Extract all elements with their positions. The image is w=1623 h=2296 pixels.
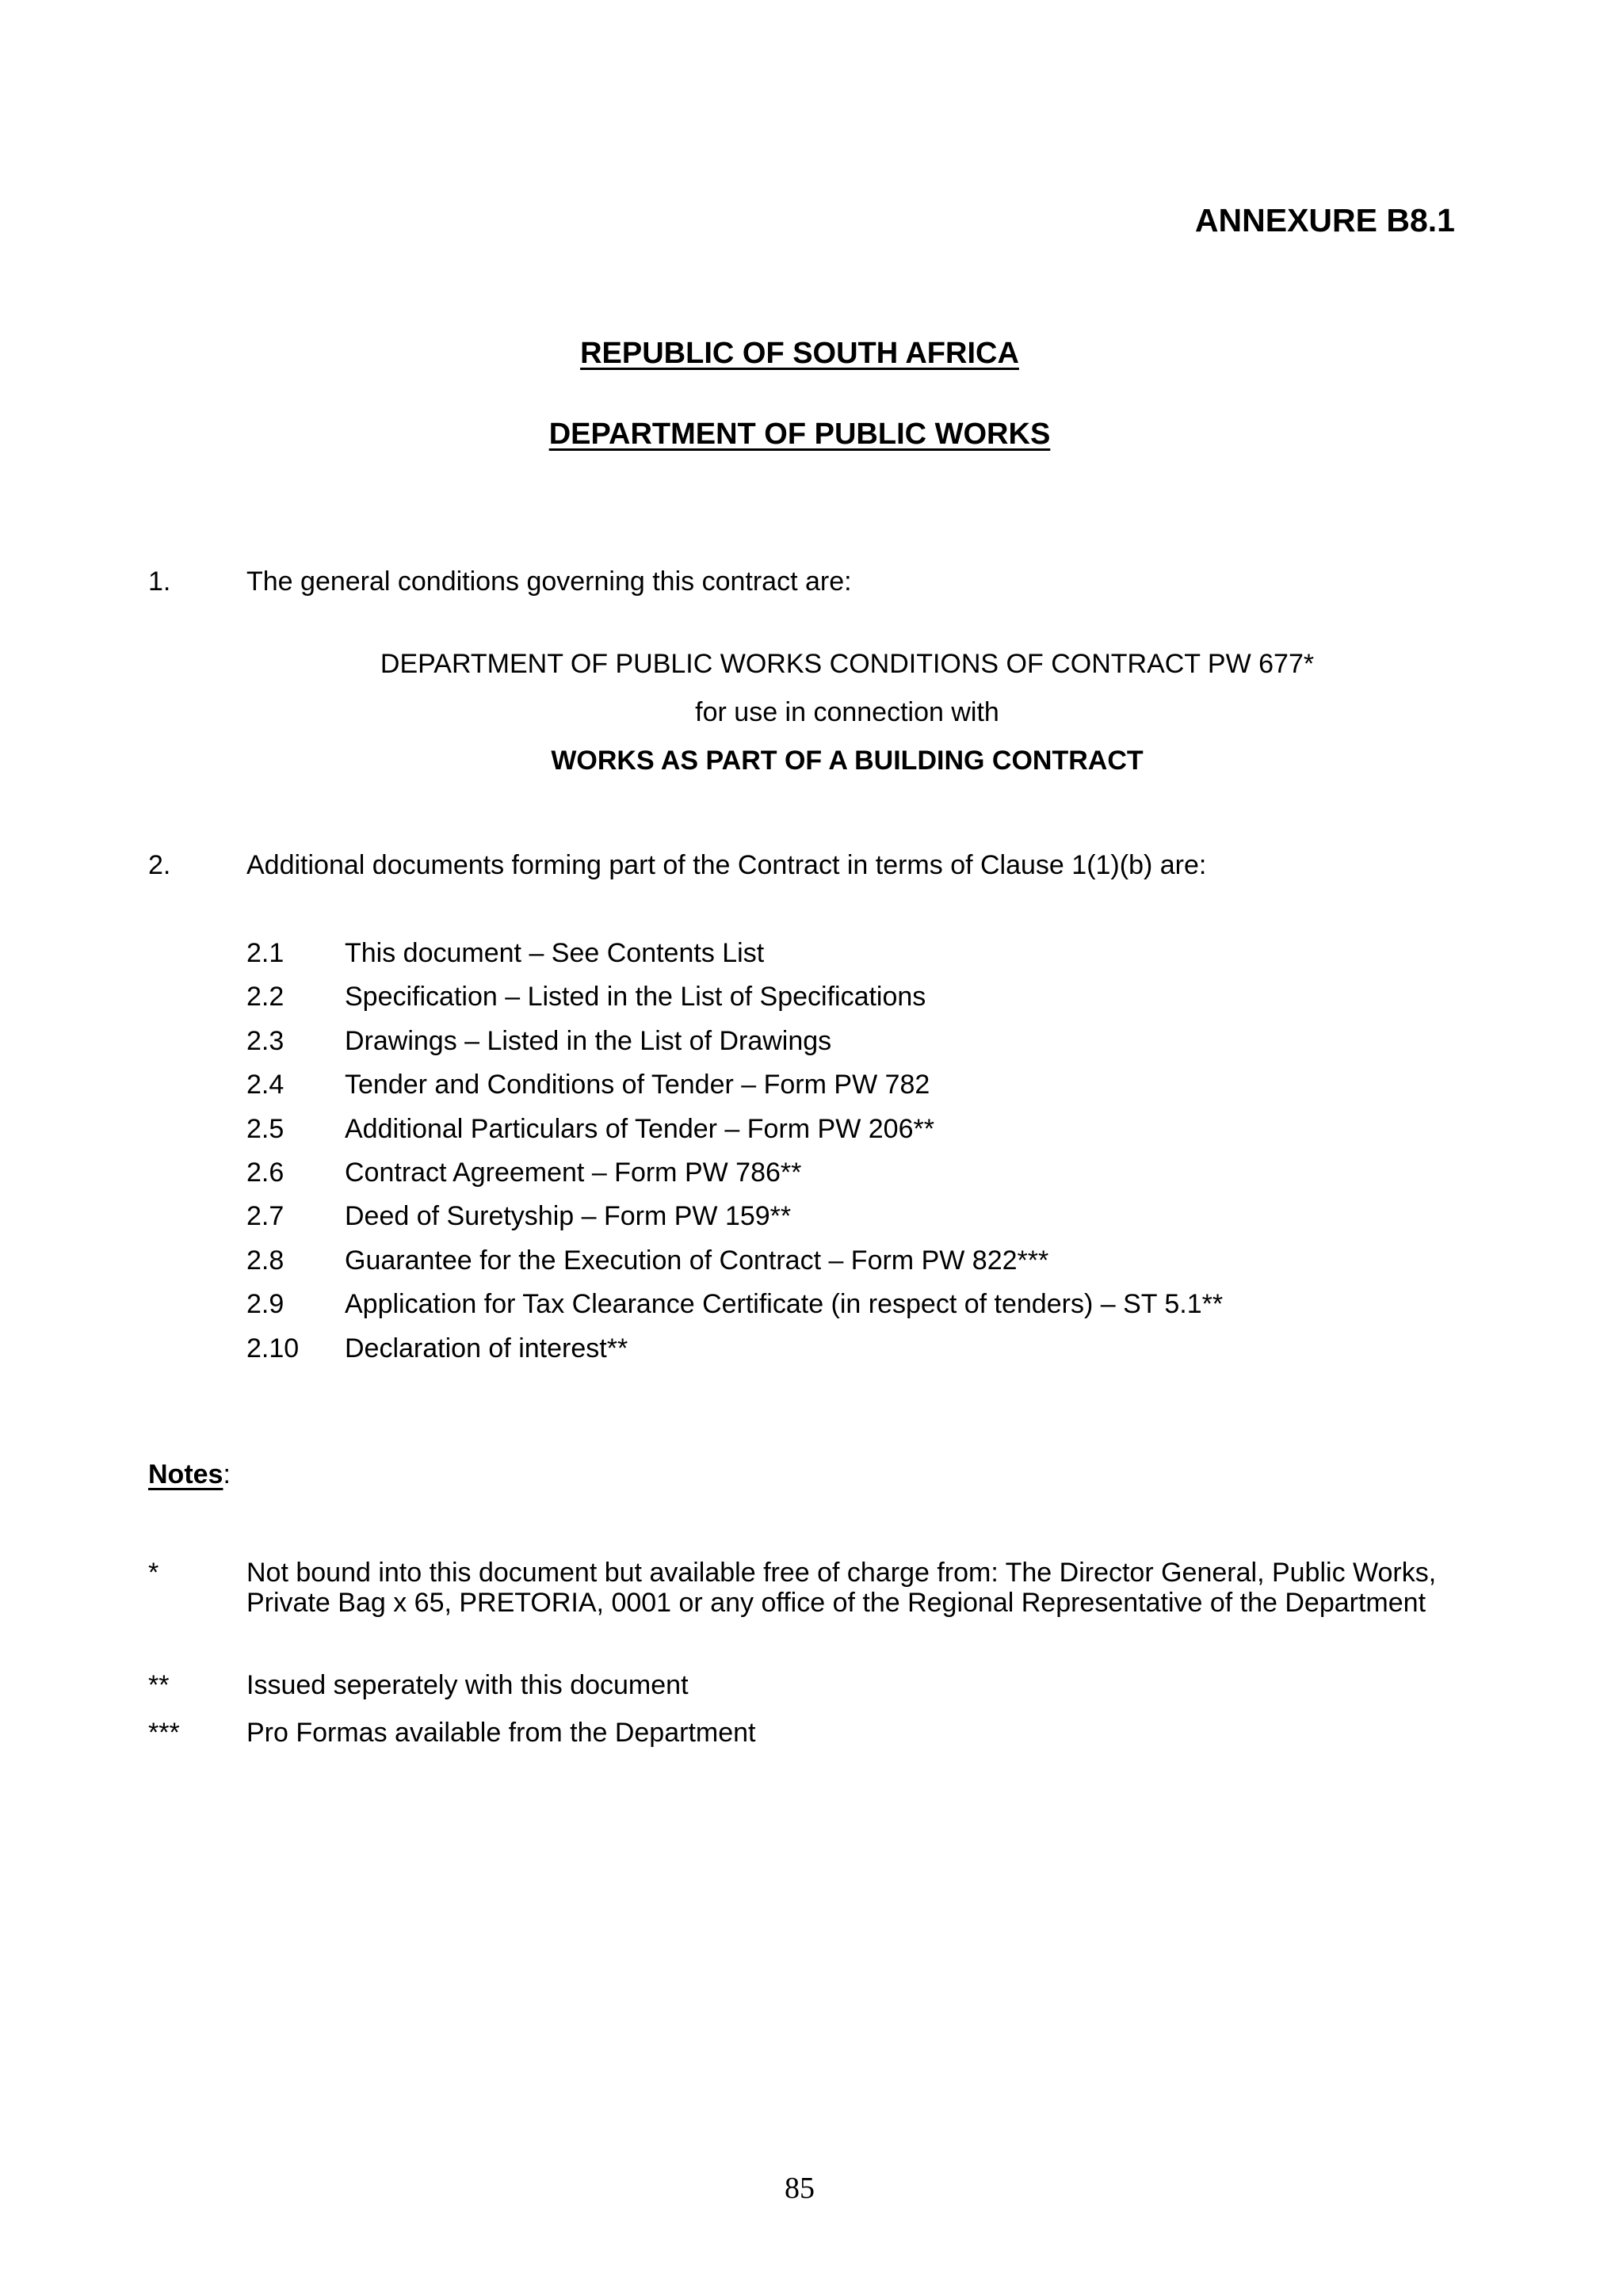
list-item bbox=[246, 982, 926, 1013]
list-item-text: Additional Particulars of Tender – Form PW 206** bbox=[345, 1114, 934, 1144]
list-item bbox=[246, 1201, 791, 1232]
section-1-text: The general conditions governing this contract are: bbox=[246, 566, 852, 597]
note-mark: *** bbox=[148, 1718, 180, 1748]
conditions-line-3: WORKS AS PART OF A BUILDING CONTRACT bbox=[551, 746, 1144, 776]
list-item bbox=[246, 938, 764, 969]
list-item-number: 2.3 bbox=[246, 1026, 285, 1056]
note-mark: ** bbox=[148, 1670, 170, 1700]
list-item-number: 2.10 bbox=[246, 1333, 300, 1363]
list-item-text: Specification – Listed in the List of Specifications bbox=[345, 982, 926, 1012]
list-item-text: Deed of Suretyship – Form PW 159** bbox=[345, 1201, 792, 1231]
list-item-number: 2.2 bbox=[246, 982, 285, 1012]
annexure-label: ANNEXURE B8.1 bbox=[1194, 202, 1455, 238]
note-text: Pro Formas available from the Department bbox=[246, 1718, 756, 1748]
note-text: Issued seperately with this document bbox=[246, 1670, 689, 1700]
note-item bbox=[148, 1670, 1464, 1701]
list-item bbox=[246, 1289, 1223, 1320]
conditions-line-2: for use in connection with bbox=[695, 697, 999, 727]
list-item-number: 2.4 bbox=[246, 1070, 285, 1100]
list-item bbox=[246, 1333, 628, 1364]
list-item-text: Declaration of interest** bbox=[345, 1333, 628, 1363]
department-heading: DEPARTMENT OF PUBLIC WORKS bbox=[548, 418, 1051, 451]
list-item-text: Tender and Conditions of Tender – Form PW 782 bbox=[345, 1070, 930, 1100]
list-item-number: 2.1 bbox=[246, 938, 285, 968]
list-item bbox=[246, 1026, 831, 1057]
list-item-text: Drawings – Listed in the List of Drawings bbox=[345, 1026, 832, 1056]
country-heading: REPUBLIC OF SOUTH AFRICA bbox=[580, 337, 1019, 370]
list-item-text: This document – See Contents List bbox=[345, 938, 765, 968]
note-item bbox=[148, 1718, 1464, 1749]
note-text: Not bound into this document but available free of charge from: The Director General, Public Works, Private Bag x 65, PRETORIA, 0001 or any office of the Regional Representative of the Department bbox=[246, 1558, 1437, 1618]
list-item-text: Application for Tax Clearance Certificate (in respect of tenders) – ST 5.1** bbox=[345, 1289, 1224, 1319]
section-2-number: 2. bbox=[148, 850, 171, 880]
note-item bbox=[148, 1558, 1464, 1618]
list-item-number: 2.6 bbox=[246, 1158, 285, 1188]
notes-colon: : bbox=[223, 1459, 231, 1489]
page-number: 85 bbox=[785, 2172, 815, 2205]
notes-heading bbox=[148, 1459, 231, 1490]
list-item-number: 2.8 bbox=[246, 1245, 285, 1276]
list-item-number: 2.9 bbox=[246, 1289, 285, 1319]
list-item bbox=[246, 1158, 801, 1188]
list-item-text: Contract Agreement – Form PW 786** bbox=[345, 1158, 802, 1188]
section-1-number: 1. bbox=[148, 566, 171, 597]
list-item bbox=[246, 1245, 1048, 1276]
section-2-text: Additional documents forming part of the Contract in terms of Clause 1(1)(b) are: bbox=[246, 850, 1207, 880]
list-item-text: Guarantee for the Execution of Contract – Form PW 822*** bbox=[345, 1245, 1049, 1276]
list-item-number: 2.5 bbox=[246, 1114, 285, 1144]
conditions-line-1: DEPARTMENT OF PUBLIC WORKS CONDITIONS OF CONTRACT PW 677* bbox=[380, 649, 1315, 679]
list-item bbox=[246, 1070, 930, 1100]
notes-title: Notes bbox=[148, 1459, 223, 1489]
list-item-number: 2.7 bbox=[246, 1201, 285, 1231]
note-mark: * bbox=[148, 1558, 159, 1588]
list-item bbox=[246, 1114, 934, 1145]
